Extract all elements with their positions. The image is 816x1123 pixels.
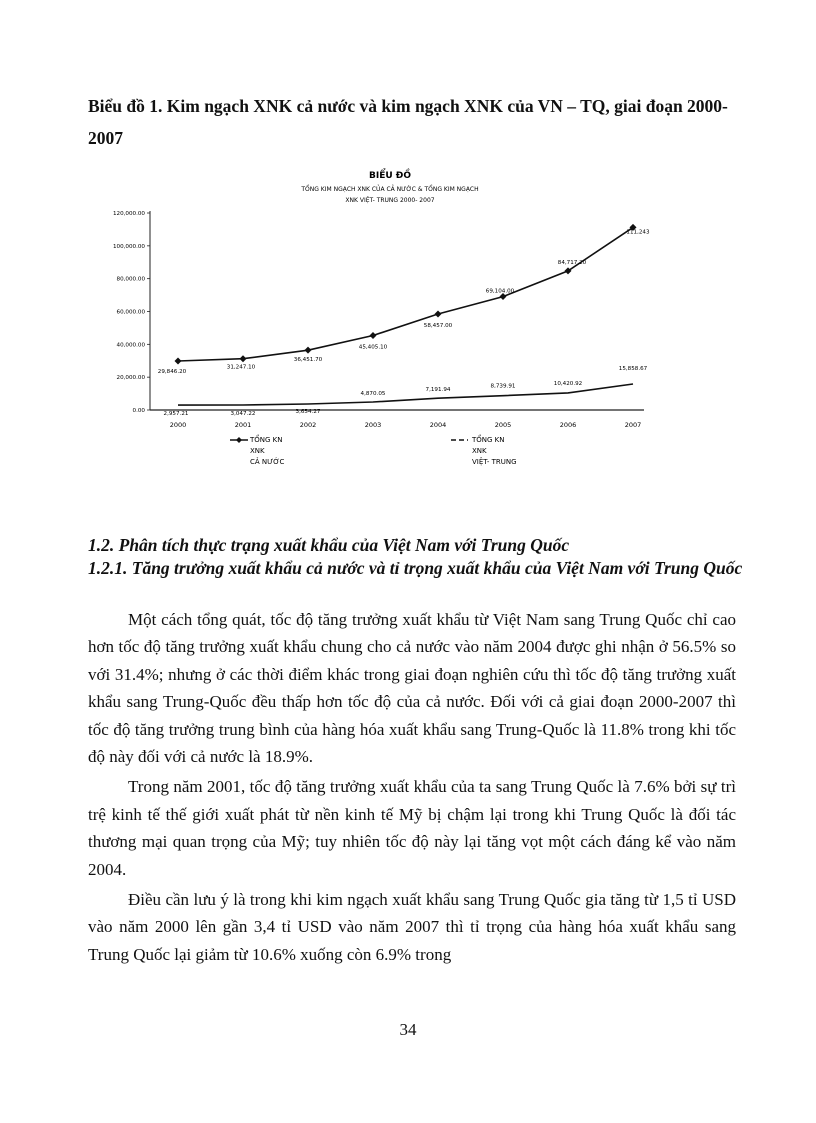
data-label-ca-nuoc: 45,405.10	[358, 344, 388, 351]
data-point-ca-nuoc	[175, 358, 182, 365]
x-tick-label: 2000	[169, 421, 187, 429]
legend-label-viet-trung: VIỆT- TRUNG	[472, 458, 517, 466]
data-label-ca-nuoc: 69,104.00	[485, 288, 515, 295]
legend-label-ca-nuoc: XNK	[250, 447, 265, 455]
x-tick-label: 2004	[429, 421, 447, 429]
data-point-ca-nuoc	[370, 332, 377, 339]
chart-subtitle-line-1: TỔNG KIM NGẠCH XNK CỦA CẢ NƯỚC & TỔNG KIM NGẠCH	[301, 186, 479, 193]
data-label-ca-nuoc: 84,717.20	[557, 259, 587, 266]
y-tick-label: 80,000.00	[116, 276, 145, 283]
y-tick-label: 60,000.00	[116, 309, 145, 316]
data-label-ca-nuoc: 36,451.70	[293, 357, 323, 364]
data-label-viet-trung: 15,858.67	[618, 365, 648, 372]
legend-marker-ca-nuoc	[236, 437, 242, 443]
legend-label-viet-trung: TỔNG KN	[472, 436, 505, 444]
data-label-ca-nuoc: 58,457.00	[423, 323, 453, 330]
section-heading-1-2: 1.2. Phân tích thực trạng xuất khẩu của Việt Nam với Trung Quốc	[88, 535, 570, 555]
data-label-viet-trung: 3,654.27	[295, 409, 321, 416]
x-tick-label: 2007	[624, 421, 642, 429]
x-tick-label: 2006	[559, 421, 577, 429]
data-label-viet-trung: 4,870.05	[360, 391, 386, 398]
section-heading-1-2-1: 1.2.1. Tăng trưởng xuất khẩu cả nước và tỉ trọng xuất khẩu của Việt Nam với Trung Quốc	[88, 558, 743, 578]
chart-subtitle-line-2: XNK VIỆT- TRUNG 2000- 2007	[345, 197, 435, 204]
chart-title: BIỂU ĐỒ	[369, 171, 411, 181]
x-tick-label: 2005	[494, 421, 512, 429]
y-tick-label: 40,000.00	[116, 342, 145, 349]
legend-label-ca-nuoc: TỔNG KN	[250, 436, 283, 444]
x-tick-label: 2001	[234, 421, 252, 429]
line-chart	[88, 152, 668, 524]
y-tick-label: 120,000.00	[112, 211, 145, 217]
data-label-ca-nuoc: 31,247.10	[226, 364, 256, 371]
data-label-ca-nuoc: 29,846.20	[157, 369, 187, 376]
legend-label-viet-trung: XNK	[472, 447, 487, 455]
data-label-viet-trung: 8,739.91	[490, 383, 516, 390]
data-label-viet-trung: 2,957.21	[163, 411, 189, 418]
data-point-ca-nuoc	[305, 347, 312, 354]
paragraph: Điều cần lưu ý là trong khi kim ngạch xuất khẩu sang Trung Quốc gia tăng từ 1,5 tỉ USD vào năm 2000 lên gần 3,4 tỉ USD vào năm 2007 thì tỉ trọng của hàng hóa xuất khẩu sang Trung Quốc lại giảm từ 10.6% xuống còn 6.9% trong	[88, 890, 736, 964]
y-tick-label: 100,000.00	[112, 243, 145, 250]
series-line-ca-nuoc	[178, 227, 633, 364]
body-text	[88, 606, 736, 971]
x-tick-label: 2002	[299, 421, 317, 429]
figure-caption: Biểu đồ 1. Kim ngạch XNK cả nước và kim ngạch XNK của VN – TQ, giai đoạn 2000- 2007	[88, 96, 728, 148]
data-label-ca-nuoc: 111,243	[626, 229, 650, 236]
series-line-viet-trung	[178, 384, 633, 405]
paragraph: Trong năm 2001, tốc độ tăng trưởng xuất khẩu của ta sang Trung Quốc là 7.6% bởi sự trì trệ kinh tế thế giới xuất phát từ nền kinh tế Mỹ bị chậm lại trong khi Trung Quốc là đối tác thương mại quan trọng của Mỹ; tuy nhiên tốc độ này lại tăng vọt một cách đáng kể vào năm 2004.	[88, 777, 736, 879]
chart-container	[88, 152, 668, 524]
data-point-ca-nuoc	[240, 355, 247, 362]
paragraph: Một cách tổng quát, tốc độ tăng trưởng xuất khẩu từ Việt Nam sang Trung Quốc chỉ cao hơn tốc độ tăng trưởng xuất khẩu chung cho cả nước vào năm 2004 được ghi nhận ở 56.5% so với 31.4%; nhưng ở các thời điểm khác trong giai đoạn nghiên cứu thì tốc độ tăng trưởng xuất khẩu sang Trung-Quốc đều thấp hơn tốc độ của cả nước. Đối với cả giai đoạn 2000-2007 thì tốc độ tăng trưởng trung bình của hàng hóa xuất khẩu sang Trung-Quốc là 11.8% trong khi tốc độ này đối với cả nước là 18.9%.	[88, 610, 736, 767]
data-label-viet-trung: 10,420.92	[553, 380, 583, 387]
page-number: 34	[399, 1020, 417, 1039]
data-label-viet-trung: 3,047.22	[230, 410, 256, 417]
data-point-ca-nuoc	[435, 311, 442, 318]
y-tick-label: 20,000.00	[116, 375, 145, 382]
x-tick-label: 2003	[364, 421, 382, 429]
data-label-viet-trung: 7,191.94	[425, 387, 451, 394]
legend-label-ca-nuoc: CẢ NƯỚC	[250, 458, 285, 466]
y-tick-label: 0.00	[132, 408, 145, 414]
